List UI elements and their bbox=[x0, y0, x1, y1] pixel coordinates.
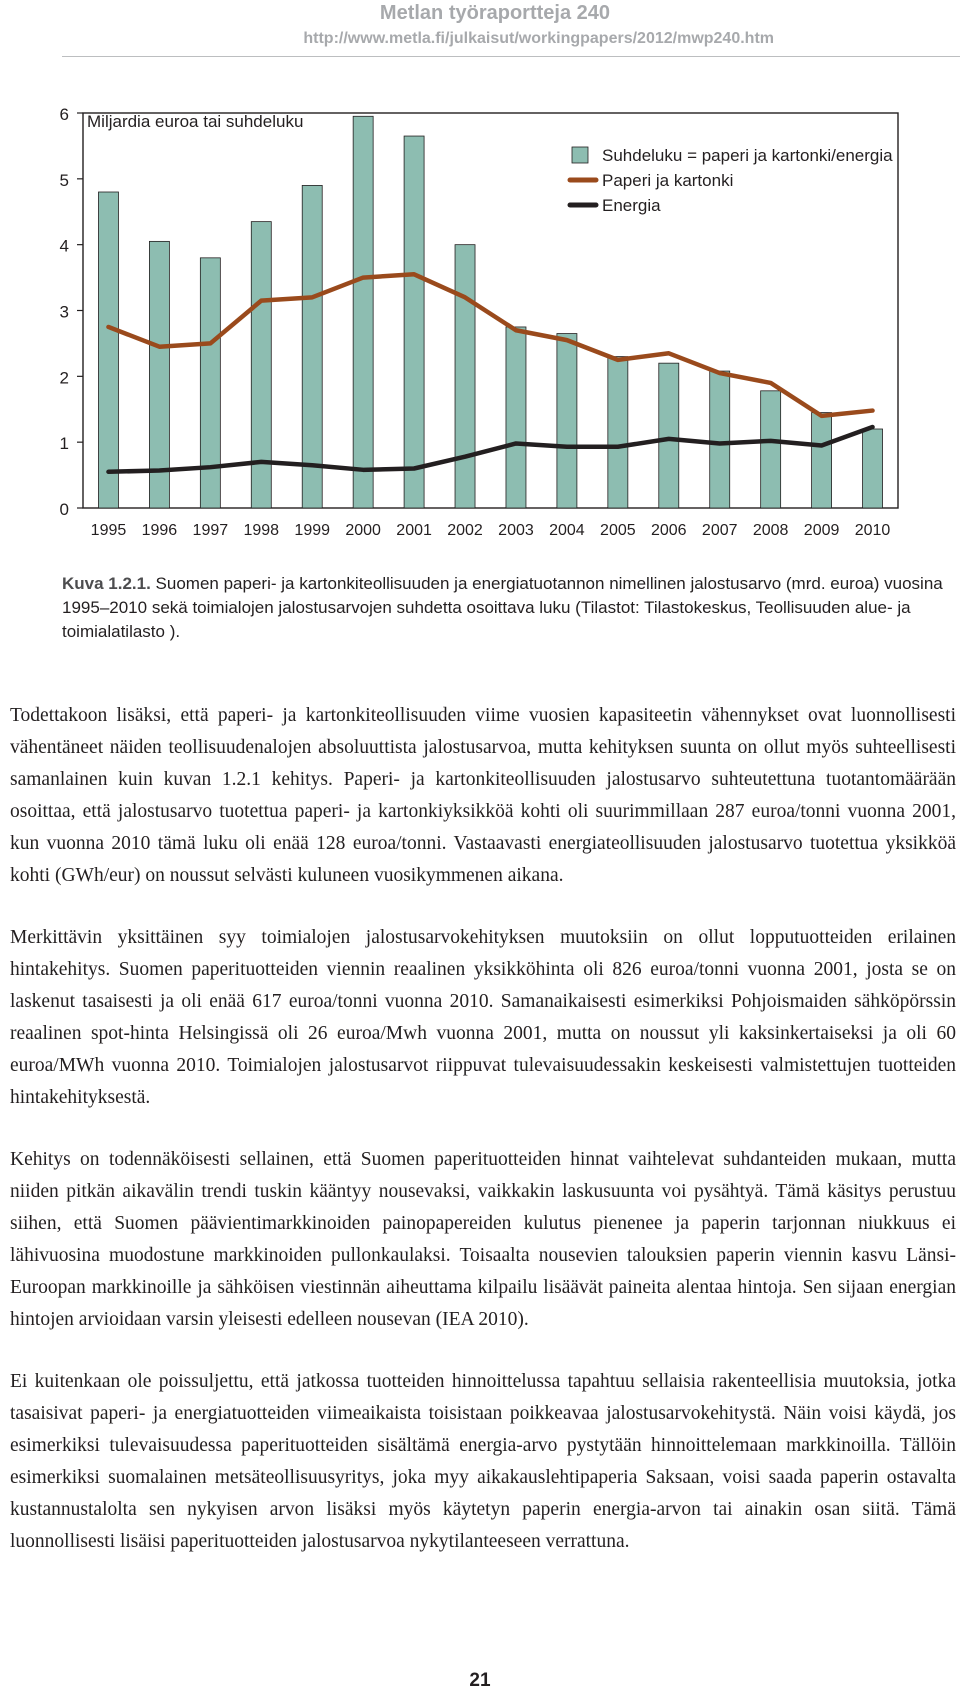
bar bbox=[455, 245, 475, 508]
x-tick-label: 2000 bbox=[345, 522, 381, 539]
page-number: 21 bbox=[469, 1670, 491, 1691]
x-tick-label: 2008 bbox=[752, 522, 789, 539]
x-tick-label: 2009 bbox=[803, 522, 840, 539]
series-title: Metlan työraportteja 240 bbox=[379, 2, 610, 24]
y-tick-label: 0 bbox=[59, 500, 69, 519]
bar bbox=[98, 192, 118, 508]
y-tick-label: 6 bbox=[59, 105, 69, 124]
y-tick-label: 2 bbox=[59, 368, 69, 388]
bar bbox=[659, 363, 679, 508]
x-tick-label: 2007 bbox=[701, 522, 738, 539]
header-divider bbox=[62, 56, 960, 57]
bar bbox=[710, 371, 730, 508]
x-tick-label: 1996 bbox=[141, 522, 178, 539]
legend-label: Energia bbox=[602, 196, 661, 215]
x-tick-label: 2003 bbox=[498, 522, 534, 539]
bar bbox=[557, 334, 577, 508]
bar bbox=[200, 258, 220, 508]
legend-label: Paperi ja kartonki bbox=[602, 171, 734, 190]
paragraph: Todettakoon lisäksi, että paperi- ja kartonkiteollisuuden viime vuosien kapasiteetin vähennykset ovat luonnollisesti vähentäneet näiden teollisuudenalojen absoluuttista jalostusarvoa, mutta kehityksen suunta on ollut myös suhteellisesti samanlainen kuin kuvan 1.2.1 kehitys. Paperi- ja kartonkiteollisuuden jalostusarvo suhteutettuna tuotantomäärään osoittaa, että jalostusarvo tuotettua paperi- ja kartonkiyksikköä kohti oli suurimmillaan 287 euroa/tonni vuonna 2001, kun vuonna 2010 tämä luku oli enää 128 euroa/tonni. Vastaavasti energiateollisuuden jalostusarvo tuotettua yksikköä kohti (GWh/eur) on noussut selvästi kuluneen vuosikymmenen aikana. bbox=[10, 705, 956, 886]
x-tick-label: 1999 bbox=[294, 522, 331, 539]
paragraph: Merkittävin yksittäinen syy toimialojen jalostusarvokehityksen muutoksiin on ollut lopputuotteiden erilainen hintakehitys. Suomen paperituotteiden viennin reaalinen yksikköhinta oli 826 euroa/tonni vuonna 2001, josta se on laskenut tasaisesti ja oli enää 617 euroa/tonni vuonna 2010. Samanaikaisesti esimerkiksi Pohjoismaiden sähköpörssin reaalinen spot-hinta Helsingissä oli 26 euroa/Mwh vuonna 2001, mutta on noussut yli kaksinkertaiseksi ja oli 60 euroa/MWh vuonna 2010. Toimialojen jalostusarvot riippuvat tulevaisuudessakin keskeisesti valmistettujen tuotteiden hintakehityksestä. bbox=[10, 927, 956, 1108]
x-tick-label: 1995 bbox=[90, 522, 127, 539]
y-tick-label: 1 bbox=[59, 434, 69, 454]
x-tick-label: 2002 bbox=[447, 522, 483, 539]
x-tick-label: 2005 bbox=[600, 522, 636, 539]
series-line bbox=[108, 427, 872, 472]
x-tick-label: 2004 bbox=[549, 522, 585, 539]
bar bbox=[353, 116, 373, 508]
x-tick-label: 2001 bbox=[396, 522, 432, 539]
bar bbox=[251, 222, 271, 508]
caption-text: Suomen paperi- ja kartonkiteollisuuden ja energiatuotannon nimellinen jalostusarvo (mrd. euroa) vuosina 1995–2010 sekä toimialojen jalostusarvojen suhdetta osoittava luku (Tilastot: Tilastokeskus, Teollisuuden alue- ja toimialatilasto ). bbox=[62, 574, 943, 641]
legend-swatch bbox=[572, 147, 588, 163]
body-text bbox=[10, 700, 956, 1588]
legend-label: Suhdeluku = paperi ja kartonki/energia bbox=[602, 146, 893, 165]
paragraph: Ei kuitenkaan ole poissuljettu, että jatkossa tuotteiden hinnoittelussa tapahtuu sellaisia rakenteellisia muutoksia, jotka tasaisivat paperi- ja energiatuotteiden viimeaikaista toisistaan poikkeavaa jalostusarvokehitystä. Näin voisi käydä, jos esimerkiksi tulevaisuudessa paperituotteiden sisältämä energia-arvo pystytään hinnoittelemaan markkinoilla. Tällöin esimerkiksi suomalainen metsäteollisuusyritys, joka myy aikakauslehtipaperia Saksaan, voisi saada paperin ostavalta kustannustalolta sen nykyisen arvon lisäksi myös käytetyn paperin energia-arvon tai ainakin osan siitä. Tämä luonnollisesti lisäisi paperituotteiden jalostusarvoa nykytilanteeseen verrattuna. bbox=[10, 1371, 956, 1552]
bar bbox=[608, 357, 628, 508]
y-tick-label: 5 bbox=[59, 170, 69, 190]
bar bbox=[761, 391, 781, 508]
bar bbox=[404, 136, 424, 508]
caption-label: Kuva 1.2.1. bbox=[62, 574, 151, 593]
figure-caption bbox=[62, 572, 952, 644]
y-axis-label: Miljardia euroa tai suhdeluku bbox=[87, 112, 304, 131]
bar bbox=[812, 413, 832, 508]
bar bbox=[302, 185, 322, 508]
x-tick-label: 1998 bbox=[243, 522, 280, 539]
series-line bbox=[108, 274, 872, 416]
value-added-chart bbox=[0, 100, 960, 560]
x-tick-label: 2006 bbox=[650, 522, 687, 539]
series-url: http://www.metla.fi/julkaisut/workingpapers/2012/mwp240.htm bbox=[303, 30, 774, 47]
y-tick-label: 4 bbox=[59, 236, 69, 256]
x-tick-label: 2010 bbox=[854, 522, 891, 539]
y-tick-label: 3 bbox=[59, 302, 69, 322]
bar bbox=[863, 429, 883, 508]
paragraph: Kehitys on todennäköisesti sellainen, että Suomen paperituotteiden hinnat vaihtelevat suhdanteiden mukaan, mutta niiden pitkän aikavälin trendi tuskin kääntyy nousevaksi, vaikkakin laskusuunta voi pysähtyä. Tämä käsitys perustuu siihen, että Suomen päävientimarkkinoiden painopapereiden kulutus pienenee ja paperin tarjonnan niukkuus ei lähivuosina muodostune markkinoiden pullonkaulaksi. Toisaalta nousevien talouksien paperin viennin kasvu Länsi-Euroopan markkinoille ja sähköisen viestinnän aiheuttama kilpailu lisäävät paineita alentaa hintoja. Sen sijaan energian hintojen arvioidaan varsin yleisesti edelleen nousevan (IEA 2010). bbox=[10, 1149, 956, 1330]
bar bbox=[506, 327, 526, 508]
x-tick-label: 1997 bbox=[192, 522, 229, 539]
